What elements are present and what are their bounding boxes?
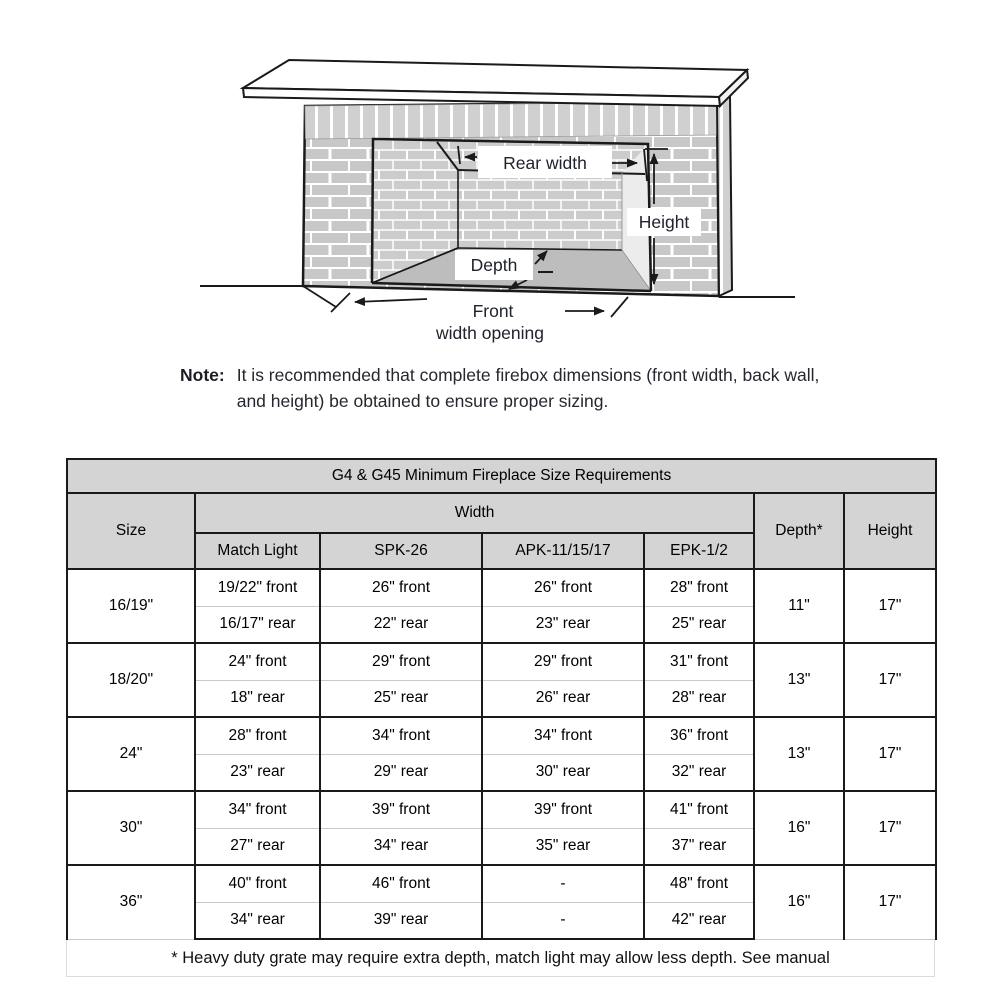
mantel-slab: [243, 60, 748, 106]
table-title-row: [67, 459, 936, 493]
rear-cell: 32" rear: [644, 754, 754, 791]
front-cell: 39" front: [482, 791, 644, 828]
spec-table: [66, 458, 937, 940]
front-cell: 41" front: [644, 791, 754, 828]
rear-cell: 22" rear: [320, 606, 482, 643]
size-cell: 18/20": [67, 643, 195, 717]
front-cell: 24" front: [195, 643, 320, 680]
rear-cell: 34" rear: [320, 828, 482, 865]
table-row: [67, 569, 936, 606]
table-row: [67, 643, 936, 680]
depth-label: Depth: [470, 255, 518, 275]
front-cell: 39" front: [320, 791, 482, 828]
front-cell: 36" front: [644, 717, 754, 754]
depth-cell: 11": [754, 569, 844, 643]
note: [180, 362, 845, 414]
front-cell: 34" front: [320, 717, 482, 754]
rear-cell: 25" rear: [644, 606, 754, 643]
rear-cell: 25" rear: [320, 680, 482, 717]
col-header-match-light: Match Light: [195, 533, 320, 569]
table-footnote: * Heavy duty grate may require extra depth, match light may allow less depth. See manual: [66, 940, 935, 977]
front-cell: 19/22" front: [195, 569, 320, 606]
spec-table-section: [66, 458, 935, 977]
rear-cell: 26" rear: [482, 680, 644, 717]
height-cell: 17": [844, 569, 936, 643]
height-cell: 17": [844, 865, 936, 939]
rear-cell: 23" rear: [482, 606, 644, 643]
rear-cell: 18" rear: [195, 680, 320, 717]
size-cell: 30": [67, 791, 195, 865]
height-label: Height: [638, 212, 690, 232]
col-header-size: Size: [67, 493, 195, 569]
rear-cell: 23" rear: [195, 754, 320, 791]
size-cell: 36": [67, 865, 195, 939]
col-header-epk: EPK-1/2: [644, 533, 754, 569]
rear-cell: 29" rear: [320, 754, 482, 791]
size-cell: 16/19": [67, 569, 195, 643]
rear-cell: 28" rear: [644, 680, 754, 717]
height-cell: 17": [844, 643, 936, 717]
rear-cell: 42" rear: [644, 902, 754, 939]
front-cell: 28" front: [195, 717, 320, 754]
front-cell: 29" front: [320, 643, 482, 680]
front-cell: 31" front: [644, 643, 754, 680]
front-cell: 26" front: [320, 569, 482, 606]
col-header-height: Height: [844, 493, 936, 569]
table-row: [67, 791, 936, 828]
rear-cell: 16/17" rear: [195, 606, 320, 643]
depth-cell: 16": [754, 791, 844, 865]
front-cell: 29" front: [482, 643, 644, 680]
front-cell: -: [482, 865, 644, 902]
rear-cell: 39" rear: [320, 902, 482, 939]
table-title: G4 & G45 Minimum Fireplace Size Requirements: [67, 459, 936, 493]
soldier-course-band: [305, 102, 718, 139]
rear-cell: 34" rear: [195, 902, 320, 939]
col-header-spk26: SPK-26: [320, 533, 482, 569]
height-cell: 17": [844, 791, 936, 865]
depth-cell: 13": [754, 717, 844, 791]
col-header-width: Width: [195, 493, 754, 533]
front-cell: 46" front: [320, 865, 482, 902]
rear-cell: -: [482, 902, 644, 939]
rear-cell: 37" rear: [644, 828, 754, 865]
rear-cell: 27" rear: [195, 828, 320, 865]
table-row: [67, 717, 936, 754]
col-header-depth: Depth*: [754, 493, 844, 569]
front-cell: 28" front: [644, 569, 754, 606]
note-text: It is recommended that complete firebox dimensions (front width, back wall, and height) be obtained to ensure proper sizing.: [236, 365, 820, 411]
table-header-row: [67, 493, 936, 533]
front-width-label-line1: Front: [472, 301, 514, 321]
front-width-label-line2: width opening: [436, 323, 544, 343]
height-cell: 17": [844, 717, 936, 791]
front-cell: 34" front: [482, 717, 644, 754]
front-cell: 48" front: [644, 865, 754, 902]
fireplace-diagram-svg: [197, 40, 797, 355]
rear-width-label: Rear width: [503, 153, 587, 173]
rear-cell: 35" rear: [482, 828, 644, 865]
front-cell: 34" front: [195, 791, 320, 828]
front-cell: 40" front: [195, 865, 320, 902]
col-header-apk: APK-11/15/17: [482, 533, 644, 569]
table-row: [67, 865, 936, 902]
front-cell: 26" front: [482, 569, 644, 606]
body-right-side: [717, 96, 732, 296]
fireplace-diagram: [197, 40, 797, 355]
depth-cell: 16": [754, 865, 844, 939]
rear-cell: 30" rear: [482, 754, 644, 791]
depth-cell: 13": [754, 643, 844, 717]
size-cell: 24": [67, 717, 195, 791]
note-label: Note:: [180, 365, 225, 385]
